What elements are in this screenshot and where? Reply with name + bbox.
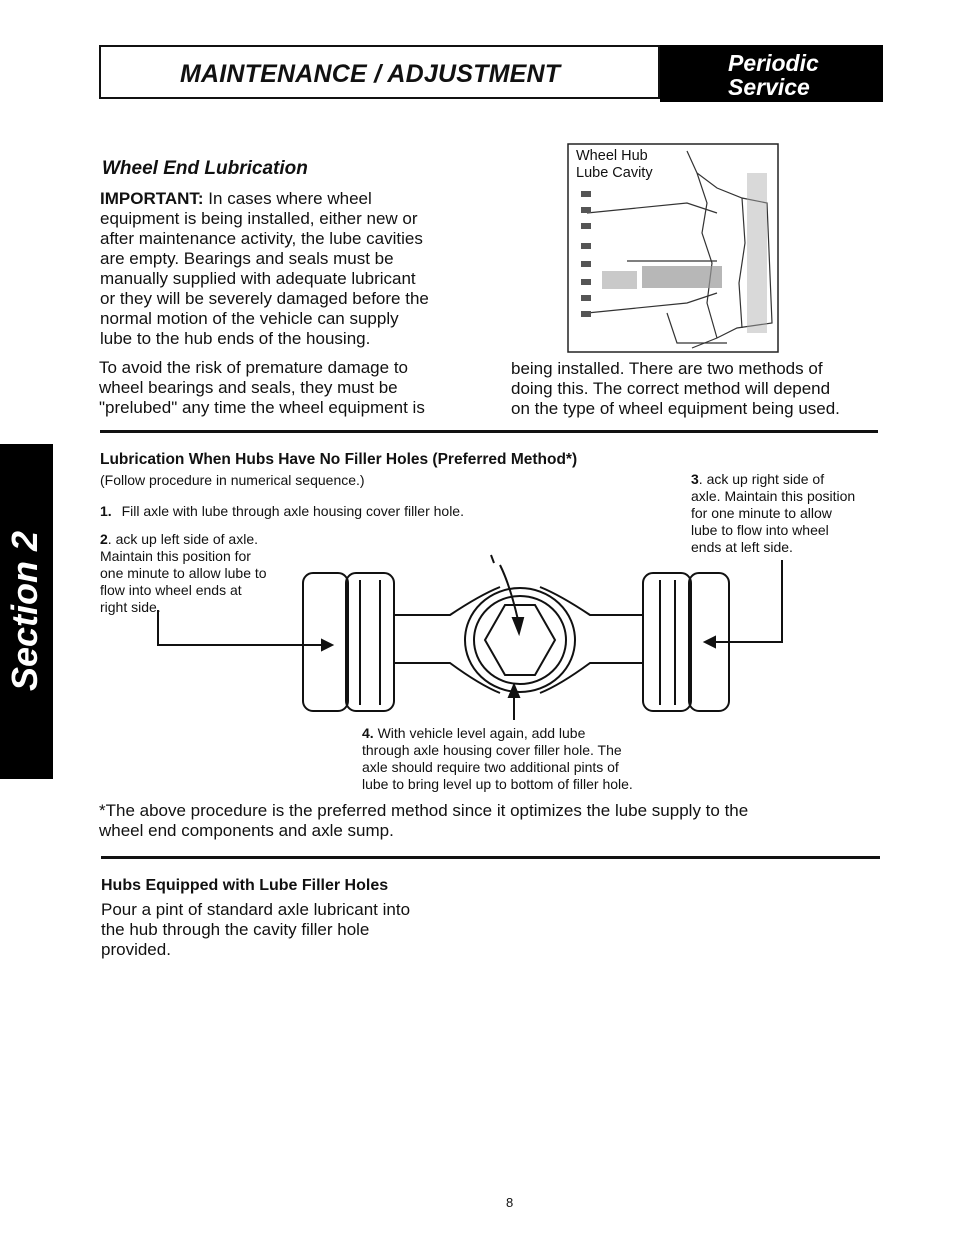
step-3-line: . ack up right side of xyxy=(698,471,825,487)
left-inner-tire xyxy=(346,573,394,711)
filler-holes-paragraph xyxy=(101,900,481,960)
step-2-line: one minute to allow lube to xyxy=(100,565,267,581)
step-2-line: . ack up left side of axle. xyxy=(107,531,258,547)
axle-diagram xyxy=(150,545,800,730)
step-2-line: flow into wheel ends at xyxy=(100,582,242,598)
figure-label xyxy=(576,148,653,182)
wheel-hub-figure xyxy=(567,143,779,353)
step-3-line: ends at left side. xyxy=(691,539,793,555)
important-line: or they will be severely damaged before the xyxy=(100,289,429,308)
step-2-line: right side. xyxy=(100,599,161,615)
step-1-text: Fill axle with lube through axle housing cover filler hole. xyxy=(121,503,464,519)
step-4-line: axle should require two additional pints of xyxy=(362,759,619,775)
header-section-line1: Periodic xyxy=(728,50,819,76)
prelube-line: To avoid the risk of premature damage to xyxy=(99,358,408,377)
step-4-number: 4. xyxy=(362,725,374,741)
page-title: MAINTENANCE / ADJUSTMENT xyxy=(180,60,561,88)
important-paragraph xyxy=(100,189,480,349)
prelube-line: being installed. There are two methods of xyxy=(511,359,823,378)
filler-holes-line: the hub through the cavity filler hole xyxy=(101,920,370,939)
filler-holes-line: provided. xyxy=(101,940,171,959)
step-3-line: axle. Maintain this position xyxy=(691,488,856,504)
step-2-line: Maintain this position for xyxy=(100,548,251,564)
footnote-line: wheel end components and axle sump. xyxy=(99,821,394,840)
step-3-number: 3 xyxy=(691,471,699,487)
step-3-line: for one minute to allow xyxy=(691,505,832,521)
prelube-line: on the type of wheel equipment being used. xyxy=(511,399,840,418)
important-line: equipment is being installed, either new or xyxy=(100,209,418,228)
prelube-line: wheel bearings and seals, they must be xyxy=(99,378,398,397)
footnote-line: *The above procedure is the preferred method since it optimizes the lube supply to the xyxy=(99,801,749,820)
filler-holes-line: Pour a pint of standard axle lubricant into xyxy=(101,900,411,919)
section-divider xyxy=(100,430,878,433)
prelube-paragraph-left xyxy=(99,358,489,418)
footnote xyxy=(99,801,889,841)
section-side-tab-label: Section 2 xyxy=(4,530,45,691)
step-2-number: 2 xyxy=(100,531,108,547)
axle-drawing xyxy=(150,545,800,730)
important-line: normal motion of the vehicle can supply xyxy=(100,309,399,328)
step-4-line: With vehicle level again, add lube xyxy=(377,725,586,741)
figure-label-line1: Wheel Hub xyxy=(576,148,648,164)
right-inner-tire xyxy=(643,573,691,711)
prelube-line: "prelubed" any time the wheel equipment is xyxy=(99,398,425,417)
important-line: after maintenance activity, the lube cavities xyxy=(100,229,423,248)
step-4 xyxy=(362,725,682,793)
filler-holes-heading: Hubs Equipped with Lube Filler Holes xyxy=(101,877,389,894)
figure-label-line2: Lube Cavity xyxy=(576,165,653,181)
step-3 xyxy=(691,471,891,556)
no-filler-subheading: (Follow procedure in numerical sequence.) xyxy=(100,472,365,488)
no-filler-heading: Lubrication When Hubs Have No Filler Holes (Preferred Method*) xyxy=(100,451,578,468)
important-line: In cases where wheel xyxy=(208,189,372,208)
step-3-line: lube to flow into wheel xyxy=(691,522,829,538)
important-line: lube to the hub ends of the housing. xyxy=(100,329,371,348)
step-1 xyxy=(100,503,464,520)
important-line: are empty. Bearings and seals must be xyxy=(100,249,394,268)
step-4-line: lube to bring level up to bottom of filler hole. xyxy=(362,776,633,792)
header-section-label xyxy=(728,51,819,99)
section-divider xyxy=(101,856,880,859)
header-section-line2: Service xyxy=(728,74,810,100)
important-line: manually supplied with adequate lubricant xyxy=(100,269,416,288)
step-1-number: 1. xyxy=(100,503,112,519)
step-4-line: through axle housing cover filler hole. The xyxy=(362,742,622,758)
prelube-line: doing this. The correct method will depend xyxy=(511,379,831,398)
wheel-end-heading: Wheel End Lubrication xyxy=(102,158,308,179)
prelube-paragraph-right xyxy=(511,359,891,419)
page-number: 8 xyxy=(506,1195,514,1210)
important-label: IMPORTANT: xyxy=(100,189,204,208)
